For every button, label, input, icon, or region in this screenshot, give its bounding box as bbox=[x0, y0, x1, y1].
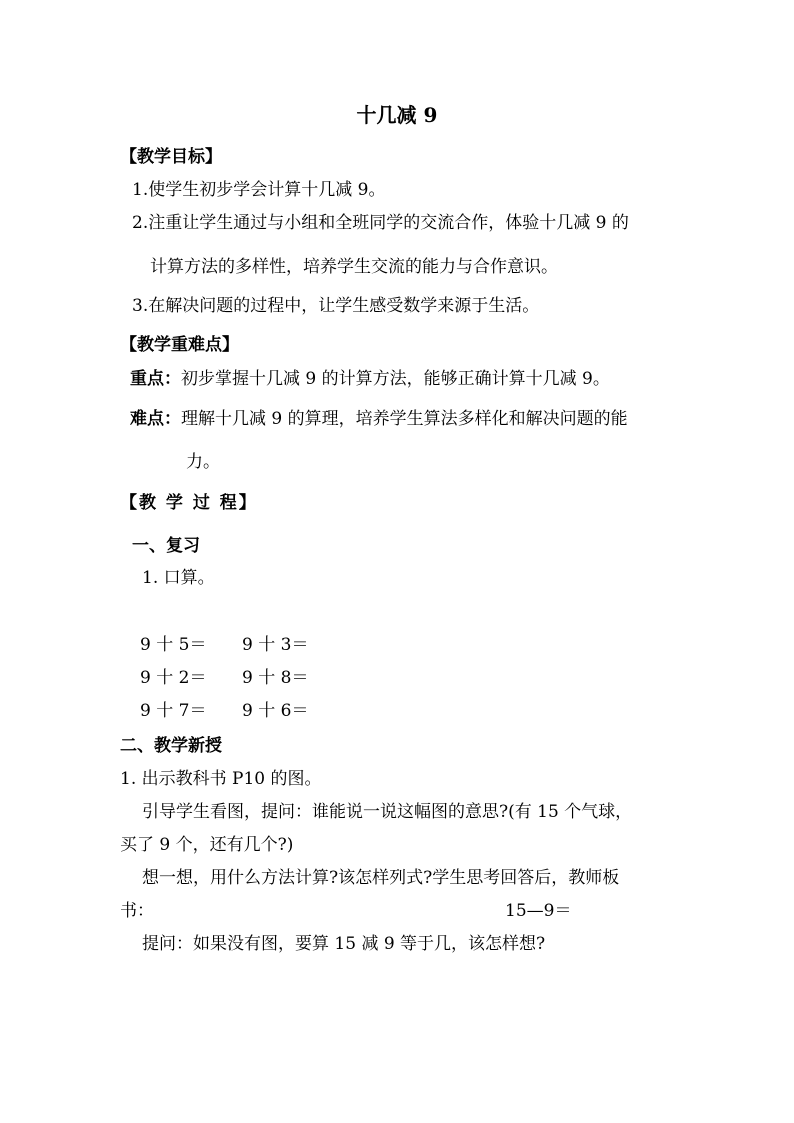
new-lesson-title: 二、教学新授 bbox=[120, 736, 222, 756]
paragraph-1b: 买了 9 个，还有几个?) bbox=[120, 835, 294, 855]
paragraph-3: 提问：如果没有图，要算 15 减 9 等于几，该怎样想? bbox=[142, 934, 546, 954]
process-header: 【教 学 过 程】 bbox=[120, 493, 258, 513]
objective-item: 计算方法的多样性，培养学生交流的能力与合作意识。 bbox=[150, 257, 558, 277]
exercise-item: 9 十 3＝ bbox=[242, 635, 309, 655]
objective-item: 2.注重让学生通过与小组和全班同学的交流合作，体验十几减 9 的 bbox=[132, 213, 629, 233]
objectives-header: 【教学目标】 bbox=[120, 147, 222, 167]
exercise-item: 9 十 6＝ bbox=[242, 701, 309, 721]
exercise-item: 9 十 5＝ bbox=[140, 635, 207, 655]
paragraph-1a: 引导学生看图，提问：谁能说一说这幅图的意思?(有 15 个气球， bbox=[142, 802, 633, 822]
key-point-label: 重点： bbox=[130, 369, 181, 389]
objective-item: 3.在解决问题的过程中，让学生感受数学来源于生活。 bbox=[132, 296, 540, 316]
paragraph-2b: 书： bbox=[120, 901, 154, 921]
difficulties-header: 【教学重难点】 bbox=[120, 335, 239, 355]
key-point-text: 初步掌握十几减 9 的计算方法，能够正确计算十几减 9。 bbox=[181, 369, 610, 389]
hard-point-label: 难点： bbox=[130, 409, 181, 429]
paragraph-2a: 想一想，用什么方法计算?该怎样列式?学生思考回答后，教师板 bbox=[142, 868, 620, 888]
hard-point bbox=[130, 407, 628, 431]
objective-item: 1.使学生初步学会计算十几减 9。 bbox=[132, 180, 386, 200]
exercise-item: 9 十 8＝ bbox=[242, 668, 309, 688]
step-1: 1. 出示教科书 P10 的图。 bbox=[120, 769, 322, 789]
page-title: 十几减 9 bbox=[356, 103, 438, 127]
hard-point-text: 理解十几减 9 的算理，培养学生算法多样化和解决问题的能 bbox=[181, 409, 628, 429]
review-title: 一、复习 bbox=[132, 536, 200, 556]
formula: 15—9＝ bbox=[505, 901, 572, 921]
exercise-item: 9 十 2＝ bbox=[140, 668, 207, 688]
key-point bbox=[130, 367, 610, 391]
exercise-item: 9 十 7＝ bbox=[140, 701, 207, 721]
hard-point-continuation: 力。 bbox=[186, 452, 220, 472]
mental-math-label: 1. 口算。 bbox=[142, 568, 215, 588]
